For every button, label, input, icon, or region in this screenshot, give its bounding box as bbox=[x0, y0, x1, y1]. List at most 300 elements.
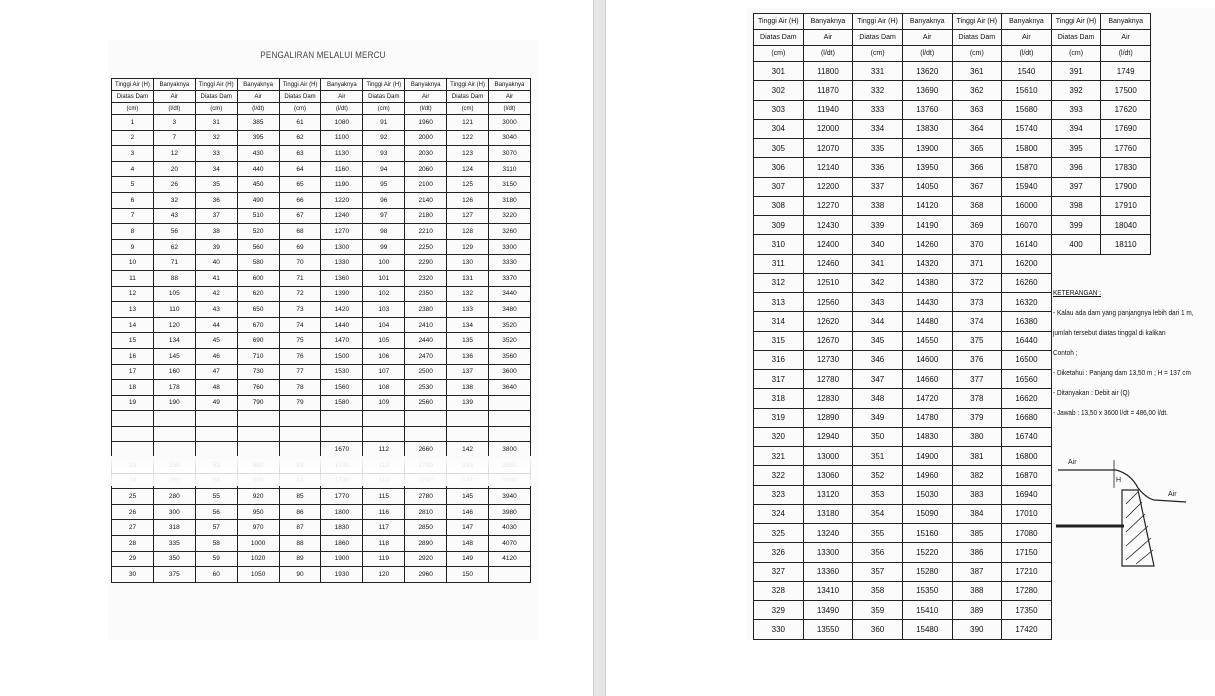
table-cell: 355 bbox=[853, 524, 903, 543]
table-cell: 33 bbox=[195, 146, 237, 162]
table-cell: 2140 bbox=[405, 192, 447, 208]
table-cell: 13490 bbox=[803, 601, 853, 620]
table-cell: 29 bbox=[112, 551, 154, 567]
table-cell: 13950 bbox=[902, 158, 952, 177]
table-cell: 580 bbox=[237, 255, 279, 271]
table-cell: 27 bbox=[112, 520, 154, 536]
dam-hatch bbox=[1126, 492, 1138, 504]
column-header-cell: Diatas Dam bbox=[279, 91, 321, 103]
page-divider[interactable] bbox=[593, 0, 606, 696]
table-cell: 15870 bbox=[1002, 158, 1052, 177]
table-cell bbox=[195, 411, 237, 427]
table-cell: 12830 bbox=[803, 389, 853, 408]
column-header-cell: Tinggi Air (H) bbox=[952, 14, 1002, 30]
table-cell: 366 bbox=[952, 158, 1002, 177]
table-cell: 307 bbox=[754, 177, 804, 196]
table-cell: 358 bbox=[853, 581, 903, 600]
table-cell: 17420 bbox=[1002, 620, 1052, 639]
table-row bbox=[754, 216, 1151, 235]
table-cell: 64 bbox=[279, 161, 321, 177]
column-header-cell: Diatas Dam bbox=[952, 30, 1002, 46]
table-cell: 16200 bbox=[1002, 254, 1052, 273]
table-cell: 7 bbox=[112, 208, 154, 224]
table-cell bbox=[1051, 427, 1101, 446]
column-header-cell: Air bbox=[1101, 30, 1151, 46]
table-cell: 336 bbox=[853, 158, 903, 177]
column-header-cell: (l/dt) bbox=[1002, 46, 1052, 62]
table-cell: 3180 bbox=[489, 192, 531, 208]
table-cell: 650 bbox=[237, 302, 279, 318]
column-header-cell: (cm) bbox=[112, 103, 154, 115]
table-cell: 190 bbox=[153, 395, 195, 411]
table-row bbox=[754, 620, 1151, 639]
table-cell: 379 bbox=[952, 408, 1002, 427]
table-cell: 710 bbox=[237, 348, 279, 364]
table-cell: 32 bbox=[153, 192, 195, 208]
table-cell: 15220 bbox=[902, 543, 952, 562]
table-cell: 367 bbox=[952, 177, 1002, 196]
table-cell bbox=[237, 411, 279, 427]
table-cell: 118 bbox=[363, 536, 405, 552]
table-cell: 1020 bbox=[237, 551, 279, 567]
table-cell: 145 bbox=[447, 489, 489, 505]
keterangan-line: - Kalau ada dam yang panjangnya lebih dari 1 m, bbox=[1053, 308, 1194, 317]
table-cell: 510 bbox=[237, 208, 279, 224]
table-cell: 1860 bbox=[321, 536, 363, 552]
column-header-cell: (cm) bbox=[279, 103, 321, 115]
table-row bbox=[754, 158, 1151, 177]
table-cell: 620 bbox=[237, 286, 279, 302]
table-cell: 11940 bbox=[803, 100, 853, 119]
table-cell: 2380 bbox=[405, 302, 447, 318]
table-cell: 374 bbox=[952, 312, 1002, 331]
table-cell: 62 bbox=[279, 130, 321, 146]
table-cell: 16740 bbox=[1002, 427, 1052, 446]
column-header-cell: Banyaknya bbox=[1101, 14, 1151, 30]
table-cell: 2060 bbox=[405, 161, 447, 177]
table-cell bbox=[405, 411, 447, 427]
table-cell: 350 bbox=[853, 427, 903, 446]
table-cell: 12 bbox=[153, 146, 195, 162]
table-cell: 107 bbox=[363, 364, 405, 380]
table-row bbox=[112, 348, 531, 364]
table-header-row bbox=[754, 14, 1151, 30]
table-cell: 49 bbox=[195, 395, 237, 411]
table-cell: 76 bbox=[279, 348, 321, 364]
table-cell: 400 bbox=[1051, 235, 1101, 254]
table-cell: 1360 bbox=[321, 270, 363, 286]
table-cell: 393 bbox=[1051, 100, 1101, 119]
column-header-cell: Tinggi Air (H) bbox=[853, 14, 903, 30]
table-cell: 9 bbox=[112, 239, 154, 255]
table-cell: 15480 bbox=[902, 620, 952, 639]
table-cell: 14660 bbox=[902, 370, 952, 389]
table-cell: 368 bbox=[952, 196, 1002, 215]
column-header-cell: Tinggi Air (H) bbox=[754, 14, 804, 30]
table-cell: 3480 bbox=[489, 302, 531, 318]
table-cell: 1240 bbox=[321, 208, 363, 224]
column-header-cell: Banyaknya bbox=[321, 79, 363, 91]
table-cell: 108 bbox=[363, 380, 405, 396]
table-cell: 139 bbox=[447, 395, 489, 411]
table-cell: 16440 bbox=[1002, 331, 1052, 350]
table-cell: 356 bbox=[853, 543, 903, 562]
table-cell: 12430 bbox=[803, 216, 853, 235]
column-header-cell: (l/dt) bbox=[803, 46, 853, 62]
table-cell: 95 bbox=[363, 177, 405, 193]
table-cell: 14320 bbox=[902, 254, 952, 273]
table-cell: 15940 bbox=[1002, 177, 1052, 196]
table-cell: 48 bbox=[195, 380, 237, 396]
table-row bbox=[112, 208, 531, 224]
table-cell: 47 bbox=[195, 364, 237, 380]
table-cell: 12270 bbox=[803, 196, 853, 215]
table-cell: 135 bbox=[447, 333, 489, 349]
table-cell: 369 bbox=[952, 216, 1002, 235]
table-cell: 430 bbox=[237, 146, 279, 162]
table-cell: 12940 bbox=[803, 427, 853, 446]
table-cell: 2210 bbox=[405, 224, 447, 240]
table-cell bbox=[1051, 601, 1101, 620]
air-label-upstream: Air bbox=[1068, 459, 1077, 466]
table-cell: 42 bbox=[195, 286, 237, 302]
table-cell: 790 bbox=[237, 395, 279, 411]
table-cell: 14780 bbox=[902, 408, 952, 427]
table-cell: 2030 bbox=[405, 146, 447, 162]
table-cell: 342 bbox=[853, 273, 903, 292]
table-cell: 331 bbox=[853, 62, 903, 81]
table-cell: 17010 bbox=[1002, 504, 1052, 523]
column-header-cell: (cm) bbox=[1051, 46, 1101, 62]
table-cell: 146 bbox=[447, 504, 489, 520]
table-cell: 160 bbox=[153, 364, 195, 380]
table-row bbox=[754, 81, 1151, 100]
table-cell: 303 bbox=[754, 100, 804, 119]
table-cell: 17910 bbox=[1101, 196, 1151, 215]
table-cell: 8 bbox=[112, 224, 154, 240]
table-cell bbox=[1051, 254, 1101, 273]
table-cell: 440 bbox=[237, 161, 279, 177]
column-header-cell: (l/dt) bbox=[237, 103, 279, 115]
table-cell: 88 bbox=[153, 270, 195, 286]
table-row bbox=[112, 489, 531, 505]
table-cell: 62 bbox=[153, 239, 195, 255]
table-row bbox=[754, 177, 1151, 196]
table-cell: 117 bbox=[363, 520, 405, 536]
table-cell: 332 bbox=[853, 81, 903, 100]
table-cell: 126 bbox=[447, 192, 489, 208]
table-cell: 2290 bbox=[405, 255, 447, 271]
table-cell: 106 bbox=[363, 348, 405, 364]
column-header-cell: Air bbox=[405, 91, 447, 103]
column-header-cell: Tinggi Air (H) bbox=[195, 79, 237, 91]
table-cell: 94 bbox=[363, 161, 405, 177]
table-cell: 323 bbox=[754, 485, 804, 504]
table-cell: 13620 bbox=[902, 62, 952, 81]
table-cell: 17 bbox=[112, 364, 154, 380]
table-cell: 67 bbox=[279, 208, 321, 224]
table-cell: 92 bbox=[363, 130, 405, 146]
table-cell: 375 bbox=[952, 331, 1002, 350]
table-cell: 313 bbox=[754, 293, 804, 312]
keterangan-line: jumlah tersebut diatas tinggal di kalikan bbox=[1053, 328, 1166, 337]
table-cell bbox=[363, 411, 405, 427]
table-cell: 13000 bbox=[803, 447, 853, 466]
table-cell: 950 bbox=[237, 504, 279, 520]
table-cell: 105 bbox=[153, 286, 195, 302]
table-cell: 44 bbox=[195, 317, 237, 333]
table-cell: 15680 bbox=[1002, 100, 1052, 119]
table-cell: 124 bbox=[447, 161, 489, 177]
table-cell: 304 bbox=[754, 119, 804, 138]
table-cell: 73 bbox=[279, 302, 321, 318]
table-cell: 490 bbox=[237, 192, 279, 208]
table-cell: 383 bbox=[952, 485, 1002, 504]
table-cell: 26 bbox=[112, 504, 154, 520]
column-header-cell: (l/dt) bbox=[321, 103, 363, 115]
table-cell: 68 bbox=[279, 224, 321, 240]
column-header-cell: (l/dt) bbox=[489, 103, 531, 115]
table-cell: 324 bbox=[754, 504, 804, 523]
table-row bbox=[754, 254, 1151, 273]
table-cell: 14050 bbox=[902, 177, 952, 196]
column-header-cell: Air bbox=[237, 91, 279, 103]
column-header-cell: Diatas Dam bbox=[363, 91, 405, 103]
table-cell: 17620 bbox=[1101, 100, 1151, 119]
table-cell: 1470 bbox=[321, 333, 363, 349]
table-cell: 13180 bbox=[803, 504, 853, 523]
table-cell: 15740 bbox=[1002, 119, 1052, 138]
table-cell: 3300 bbox=[489, 239, 531, 255]
table-cell: 7 bbox=[153, 130, 195, 146]
scanned-table-sheet-right bbox=[746, 8, 1215, 640]
table-cell: 109 bbox=[363, 395, 405, 411]
column-header-cell: Tinggi Air (H) bbox=[112, 79, 154, 91]
table-row bbox=[112, 504, 531, 520]
table-cell: 120 bbox=[153, 317, 195, 333]
table-cell: 346 bbox=[853, 350, 903, 369]
table-cell: 12400 bbox=[803, 235, 853, 254]
table-cell: 112 bbox=[363, 442, 405, 458]
table-cell: 15350 bbox=[902, 581, 952, 600]
table-cell: 4030 bbox=[489, 520, 531, 536]
column-header-cell: Tinggi Air (H) bbox=[279, 79, 321, 91]
column-header-cell: (cm) bbox=[195, 103, 237, 115]
table-cell: 137 bbox=[447, 364, 489, 380]
table-cell: 389 bbox=[952, 601, 1002, 620]
table-cell: 98 bbox=[363, 224, 405, 240]
table-cell: 147 bbox=[447, 520, 489, 536]
table-cell: 1220 bbox=[321, 192, 363, 208]
table-cell: 13 bbox=[112, 302, 154, 318]
table-cell bbox=[195, 426, 237, 442]
table-cell: 2250 bbox=[405, 239, 447, 255]
table-cell: 45 bbox=[195, 333, 237, 349]
table-cell bbox=[1101, 581, 1151, 600]
dam-hatch bbox=[1136, 550, 1153, 564]
keterangan-line: - Jawab : 13,50 x 3600 l/dt = 486,00 l/dt. bbox=[1053, 408, 1168, 417]
table-header-row bbox=[754, 46, 1151, 62]
table-cell: 15090 bbox=[902, 504, 952, 523]
table-cell: 16320 bbox=[1002, 293, 1052, 312]
table-cell: 14120 bbox=[902, 196, 952, 215]
table-cell: 326 bbox=[754, 543, 804, 562]
table-cell: 305 bbox=[754, 139, 804, 158]
table-cell: 560 bbox=[237, 239, 279, 255]
table-header-row bbox=[754, 30, 1151, 46]
table-cell: 91 bbox=[363, 115, 405, 131]
table-row bbox=[754, 581, 1151, 600]
table-cell: 385 bbox=[952, 524, 1002, 543]
table-cell bbox=[112, 426, 154, 442]
table-cell: 3260 bbox=[489, 224, 531, 240]
document-page-right bbox=[606, 0, 1215, 696]
table-cell: 3040 bbox=[489, 130, 531, 146]
table-cell: 319 bbox=[754, 408, 804, 427]
table-cell: 520 bbox=[237, 224, 279, 240]
table-cell: 388 bbox=[952, 581, 1002, 600]
table-cell: 390 bbox=[952, 620, 1002, 639]
table-cell: 132 bbox=[447, 286, 489, 302]
table-cell: 3370 bbox=[489, 270, 531, 286]
column-header-cell: Air bbox=[902, 30, 952, 46]
table-cell: 377 bbox=[952, 370, 1002, 389]
table-cell: 16140 bbox=[1002, 235, 1052, 254]
column-header-cell: (l/dt) bbox=[1101, 46, 1151, 62]
table-cell: 325 bbox=[754, 524, 804, 543]
table-cell: 14600 bbox=[902, 350, 952, 369]
air-label-downstream: Air bbox=[1168, 491, 1177, 498]
table-cell: 41 bbox=[195, 270, 237, 286]
table-cell: 397 bbox=[1051, 177, 1101, 196]
table-cell: 16070 bbox=[1002, 216, 1052, 235]
table-cell: 19 bbox=[112, 395, 154, 411]
table-cell: 26 bbox=[153, 177, 195, 193]
table-cell: 72 bbox=[279, 286, 321, 302]
table-cell: 12780 bbox=[803, 370, 853, 389]
table-row bbox=[112, 536, 531, 552]
table-cell: 4 bbox=[112, 161, 154, 177]
table-row bbox=[112, 255, 531, 271]
table-cell: 101 bbox=[363, 270, 405, 286]
table-cell: 350 bbox=[153, 551, 195, 567]
table-cell: 13060 bbox=[803, 466, 853, 485]
column-header-cell: Air bbox=[321, 91, 363, 103]
column-header-cell: Air bbox=[1002, 30, 1052, 46]
table-cell: 40 bbox=[195, 255, 237, 271]
table-cell: 1080 bbox=[321, 115, 363, 131]
table-cell: 351 bbox=[853, 447, 903, 466]
table-cell: 970 bbox=[237, 520, 279, 536]
table-cell: 86 bbox=[279, 504, 321, 520]
table-cell: 378 bbox=[952, 389, 1002, 408]
table-cell bbox=[1101, 620, 1151, 639]
table-cell: 43 bbox=[153, 208, 195, 224]
table-cell: 920 bbox=[237, 489, 279, 505]
keterangan-notes bbox=[1053, 283, 1213, 423]
keterangan-line: - Diketahui : Panjang dam 13,50 m ; H = 137 cm bbox=[1053, 368, 1191, 377]
table-cell: 321 bbox=[754, 447, 804, 466]
table-cell: 10 bbox=[112, 255, 154, 271]
table-cell bbox=[237, 426, 279, 442]
table-cell: 3150 bbox=[489, 177, 531, 193]
table-header-row bbox=[112, 103, 531, 115]
table-cell bbox=[1101, 427, 1151, 446]
table-cell: 17080 bbox=[1002, 524, 1052, 543]
table-cell: 3640 bbox=[489, 380, 531, 396]
table-cell: 1560 bbox=[321, 380, 363, 396]
table-cell: 36 bbox=[195, 192, 237, 208]
table-cell bbox=[363, 426, 405, 442]
table-cell: 340 bbox=[853, 235, 903, 254]
table-cell: 28 bbox=[112, 536, 154, 552]
table-cell: 318 bbox=[754, 389, 804, 408]
table-cell: 12070 bbox=[803, 139, 853, 158]
table-cell: 385 bbox=[237, 115, 279, 131]
table-cell: 90 bbox=[279, 567, 321, 583]
table-cell: 123 bbox=[447, 146, 489, 162]
table-row bbox=[754, 119, 1151, 138]
table-cell bbox=[321, 411, 363, 427]
table-row bbox=[112, 302, 531, 318]
table-cell: 46 bbox=[195, 348, 237, 364]
table-cell: 1749 bbox=[1101, 62, 1151, 81]
table-cell: 34 bbox=[195, 161, 237, 177]
keterangan-line: Contoh ; bbox=[1053, 348, 1078, 357]
table-cell: 317 bbox=[754, 370, 804, 389]
table-cell bbox=[489, 411, 531, 427]
keterangan-heading: KETERANGAN : bbox=[1053, 288, 1102, 297]
table-cell: 145 bbox=[153, 348, 195, 364]
table-cell: 71 bbox=[153, 255, 195, 271]
table-cell: 309 bbox=[754, 216, 804, 235]
table-cell: 13360 bbox=[803, 562, 853, 581]
table-row bbox=[112, 567, 531, 583]
table-cell: 15280 bbox=[902, 562, 952, 581]
column-header-cell: (cm) bbox=[363, 103, 405, 115]
table-cell: 55 bbox=[195, 489, 237, 505]
table-cell: 2440 bbox=[405, 333, 447, 349]
column-header-cell: Banyaknya bbox=[237, 79, 279, 91]
table-cell bbox=[447, 426, 489, 442]
table-row bbox=[754, 62, 1151, 81]
table-cell: 15610 bbox=[1002, 81, 1052, 100]
table-row bbox=[112, 520, 531, 536]
table-row bbox=[112, 551, 531, 567]
table-cell: 396 bbox=[1051, 158, 1101, 177]
table-cell: 1330 bbox=[321, 255, 363, 271]
table-cell bbox=[489, 426, 531, 442]
table-cell bbox=[153, 426, 195, 442]
table-cell: 116 bbox=[363, 504, 405, 520]
table-cell: 6 bbox=[112, 192, 154, 208]
table-cell: 77 bbox=[279, 364, 321, 380]
table-cell: 338 bbox=[853, 196, 903, 215]
table-header-row bbox=[112, 91, 531, 103]
table-cell: 32 bbox=[195, 130, 237, 146]
table-row bbox=[112, 161, 531, 177]
table-cell: 127 bbox=[447, 208, 489, 224]
table-cell: 16560 bbox=[1002, 370, 1052, 389]
table-cell: 392 bbox=[1051, 81, 1101, 100]
table-cell: 347 bbox=[853, 370, 903, 389]
table-row bbox=[112, 224, 531, 240]
table-cell: 382 bbox=[952, 466, 1002, 485]
table-cell: 341 bbox=[853, 254, 903, 273]
table-cell bbox=[112, 411, 154, 427]
table-cell: 316 bbox=[754, 350, 804, 369]
table-cell: 17280 bbox=[1002, 581, 1052, 600]
